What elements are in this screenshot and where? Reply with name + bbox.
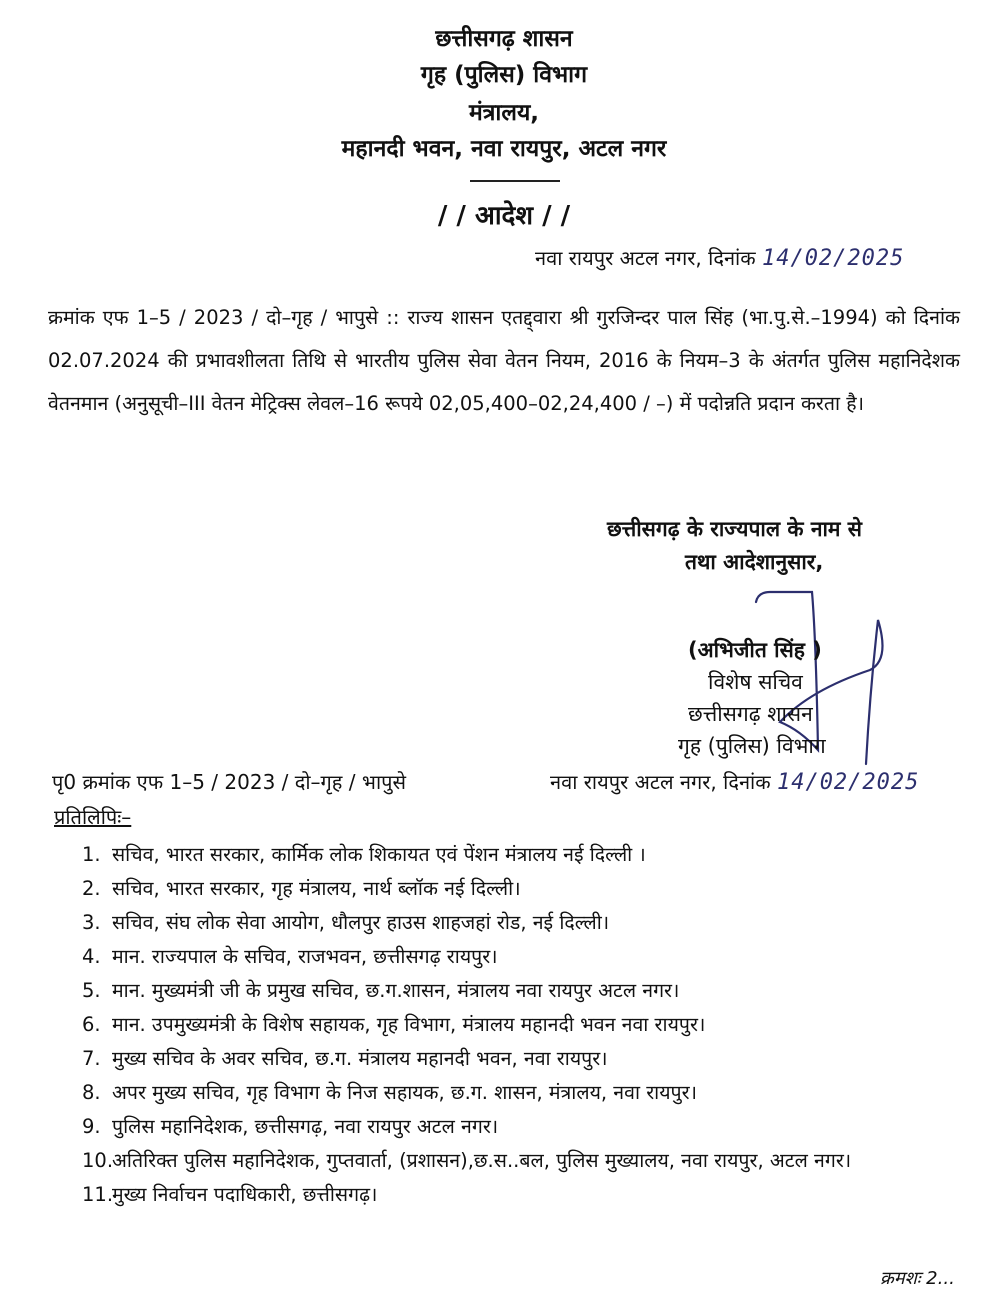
list-item — [82, 872, 962, 906]
item-text: मुख्य सचिव के अवर सचिव, छ.ग. मंत्रालय महानदी भवन, नवा रायपुर। — [112, 1047, 608, 1070]
item-text: सचिव, भारत सरकार, गृह मंत्रालय, नार्थ ब्लॉक नई दिल्ली। — [112, 877, 521, 900]
item-text: मान. राज्यपाल के सचिव, राजभवन, छत्तीसगढ़ रायपुर। — [112, 945, 498, 968]
header-government: छत्तीसगढ़ शासन — [435, 26, 573, 52]
item-text: अतिरिक्त पुलिस महानिदेशक, गुप्तवार्ता, (प्रशासन),छ.स..बल, पुलिस मुख्यालय, नवा रायपुर, अटल नगर। — [112, 1149, 852, 1172]
header-department: गृह (पुलिस) विभाग — [420, 62, 588, 88]
endorsement-place: नवा रायपुर अटल नगर, दिनांक — [550, 770, 771, 794]
item-number: 10. — [82, 1149, 114, 1172]
signatory-org: छत्तीसगढ़ शासन — [688, 702, 813, 726]
order-dateline — [535, 244, 904, 271]
handwritten-date: 14/02/2025 — [761, 246, 905, 271]
continuation-note: क्रमशः 2... — [880, 1268, 955, 1289]
list-item — [82, 974, 962, 1008]
list-item — [82, 838, 962, 872]
item-number: 2. — [82, 877, 101, 900]
item-text: मान. मुख्यमंत्री जी के प्रमुख सचिव, छ.ग.शासन, मंत्रालय नवा रायपुर अटल नगर। — [112, 979, 680, 1002]
item-number: 7. — [82, 1047, 101, 1070]
endorsement-ref: पृ0 क्रमांक एफ 1–5 / 2023 / दो–गृह / भापुसे — [52, 770, 407, 794]
item-text: सचिव, भारत सरकार, कार्मिक लोक शिकायत एवं पेंशन मंत्रालय नई दिल्ली । — [112, 843, 646, 866]
item-text: पुलिस महानिदेशक, छत्तीसगढ़, नवा रायपुर अटल नगर। — [112, 1115, 499, 1138]
item-text: अपर मुख्य सचिव, गृह विभाग के निज सहायक, छ.ग. शासन, मंत्रालय, नवा रायपुर। — [112, 1081, 697, 1104]
order-title: / / आदेश / / — [437, 201, 571, 231]
list-item — [82, 1076, 962, 1110]
signatory-department: गृह (पुलिस) विभाग — [678, 734, 826, 758]
item-number: 9. — [82, 1115, 101, 1138]
handwritten-date: 14/02/2025 — [776, 770, 920, 795]
item-number: 5. — [82, 979, 101, 1002]
header-divider — [470, 180, 560, 182]
item-text: सचिव, संघ लोक सेवा आयोग, धौलपुर हाउस शाहजहां रोड, नई दिल्ली। — [112, 911, 610, 934]
list-item — [82, 1042, 962, 1076]
copies-label: प्रतिलिपिः– — [54, 805, 132, 829]
copy-recipients-list — [82, 838, 962, 1212]
signatory-designation: विशेष सचिव — [708, 670, 803, 694]
endorsement-dateline — [550, 768, 919, 795]
list-item — [82, 1110, 962, 1144]
list-item — [82, 1144, 962, 1178]
item-text: मुख्य निर्वाचन पदाधिकारी, छत्तीसगढ़। — [112, 1183, 378, 1206]
item-text: मान. उपमुख्यमंत्री के विशेष सहायक, गृह विभाग, मंत्रालय महानदी भवन नवा रायपुर। — [112, 1013, 706, 1036]
header-ministry: मंत्रालय, — [468, 100, 540, 126]
item-number: 8. — [82, 1081, 101, 1104]
item-number: 1. — [82, 843, 101, 866]
order-paragraph: क्रमांक एफ 1–5 / 2023 / दो–गृह / भापुसे :: राज्य शासन एतद्द्वारा श्री गुरजिन्दर पाल सिंह (भा.पु.से.–1994) को दिनांक 02.07.2024 की प्रभावशीलता तिथि से भारतीय पुलिस सेवा वेतन नियम, 2016 के नियम–3 के अंतर्गत पुलिस महानिदेशक वेतनमान (अनुसूची–III वेतन मेट्रिक्स लेवल–16 रूपये 02,05,400–02,24,400 / –) में पदोन्नति प्रदान करता है। — [48, 306, 960, 415]
item-number: 3. — [82, 911, 101, 934]
list-item — [82, 1008, 962, 1042]
list-item — [82, 906, 962, 940]
authority-line-1: छत्तीसगढ़ के राज्यपाल के नाम से — [607, 517, 862, 541]
signatory-name: (अभिजीत सिंह ) — [688, 638, 822, 662]
header-address: महानदी भवन, नवा रायपुर, अटल नगर — [341, 136, 667, 162]
item-number: 11. — [82, 1183, 114, 1206]
item-number: 4. — [82, 945, 101, 968]
authority-line-2: तथा आदेशानुसार, — [685, 550, 824, 574]
list-item — [82, 1178, 962, 1212]
dateline-place: नवा रायपुर अटल नगर, दिनांक — [535, 246, 756, 270]
list-item — [82, 940, 962, 974]
item-number: 6. — [82, 1013, 101, 1036]
